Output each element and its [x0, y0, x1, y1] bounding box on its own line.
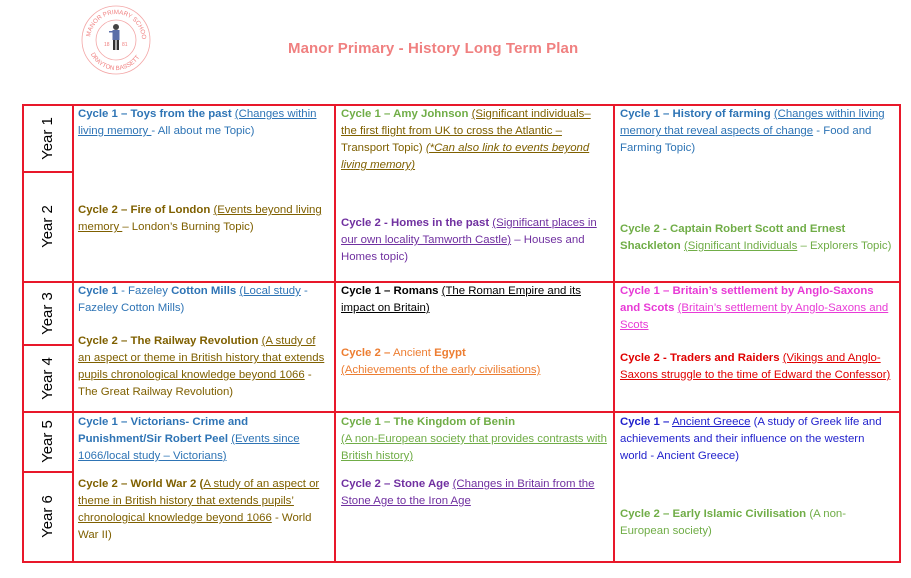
year-label: Year 4	[38, 356, 56, 400]
topic-text: - Fazeley Cotton Mills)	[78, 285, 308, 314]
topic-text: – Explorers Topic)	[797, 240, 892, 252]
cell-y12-col3	[616, 106, 898, 255]
cycle-title: Cycle 1 – Victorians- Crime and Punishment/Sir Robert Peel	[78, 416, 249, 445]
topic-text: - Fazeley	[117, 285, 172, 297]
page-title: Manor Primary - History Long Term Plan	[288, 40, 579, 57]
curriculum-theme: (Local study	[239, 285, 301, 297]
curriculum-theme: (Significant places in our own locality Tamworth Castle)	[341, 217, 597, 246]
curriculum-theme: (Events beyond living memory	[78, 204, 322, 233]
curriculum-theme: (Significant Individuals	[683, 240, 798, 252]
topic-text: – London’s Burning Topic)	[122, 221, 254, 233]
curriculum-theme: (A non-European society)	[620, 508, 847, 537]
topic-text: - The Great Railway Revolution)	[78, 369, 312, 398]
year-label: Year 1	[38, 116, 56, 160]
curriculum-theme: (Events since 1066/local study – Victorians)	[78, 433, 300, 462]
cycle-title: Cycle 1 – Romans	[341, 285, 439, 297]
curriculum-theme: (Changes within living memory that reveal aspects of change	[620, 108, 885, 137]
curriculum-theme: (The Roman Empire and its impact on Britain)	[341, 285, 581, 314]
curriculum-theme: (A non-European society that provides contrasts with British history)	[341, 433, 607, 462]
logo-year-right: 81	[122, 42, 128, 48]
cell-y12-col2	[337, 106, 611, 266]
year-label: Year 6	[38, 495, 56, 538]
topic-text: – Houses and Homes topic)	[341, 234, 585, 263]
note-text: (*Can also link to events beyond living memory)	[341, 142, 590, 171]
cycle-title: Cycle 2 - Captain Robert Scott and Ernest Shackleton	[620, 223, 846, 252]
curriculum-theme: (Vikings and Anglo-Saxons struggle to the time of Edward the Confessor)	[620, 352, 891, 381]
logo-year-left: 18	[104, 42, 110, 48]
cycle-title: Cycle 2 – Stone Age	[341, 478, 450, 490]
topic-text: - World War II)	[78, 512, 312, 541]
row-divider	[22, 411, 901, 413]
cycle-title: Cycle 1 – Amy Johnson	[341, 108, 469, 120]
logo-bottom-text: DRAYTON BASSETT	[88, 51, 142, 73]
logo-top-text: MANOR PRIMARY SCHOO	[85, 8, 148, 40]
cell-y56-col2	[337, 414, 611, 510]
cycle-title: Cycle 2 –	[341, 347, 391, 359]
cycle-title: Cycle 2 – World War 2 (	[78, 478, 204, 490]
cycle-title: Cycle 1 – The Kingdom of Benin	[341, 416, 516, 428]
topic-text: Ancient	[390, 347, 435, 359]
cycle-subject: Egypt	[434, 347, 466, 359]
cycle-title: Cycle 1 – History of farming	[620, 108, 771, 120]
cell-y34-col3	[616, 283, 898, 384]
topic-text: - Food and Farming Topic)	[620, 125, 872, 154]
curriculum-theme: A study of an aspect or theme in British history that extends pupils’ chronological knowledge beyond 1066	[78, 478, 320, 524]
cycle-title: Cycle 2 – Fire of London	[78, 204, 211, 216]
curriculum-theme: (A study of an aspect or theme in British history that extends pupils chronological knowledge beyond 1066	[78, 335, 325, 381]
cycle-title: Cycle 2 – Early Islamic Civilisation	[620, 508, 807, 520]
cell-y56-col3	[616, 414, 898, 540]
cycle-title: Cycle 1 –	[620, 416, 670, 428]
curriculum-theme: (Britain’s settlement by Anglo-Saxons and Scots	[620, 302, 889, 331]
cycle-title: Cycle 2 – The Railway Revolution	[78, 335, 259, 347]
table-border-bottom	[22, 561, 901, 563]
cell-y34-col1	[74, 283, 332, 401]
curriculum-theme: (Significant individuals– the first flight from UK to cross the Atlantic –	[341, 108, 591, 137]
cell-y56-col1	[74, 414, 332, 544]
year-label: Year 5	[38, 420, 56, 463]
curriculum-theme: (Changes within living memory	[78, 108, 317, 137]
cell-y34-col2	[337, 283, 611, 379]
topic-text: Transport Topic)	[341, 142, 423, 154]
curriculum-theme: (Changes in Britain from the Stone Age to the Iron Age	[341, 478, 595, 507]
cycle-title: Cycle 2 - Traders and Raiders	[620, 352, 780, 364]
col-divider	[334, 104, 336, 562]
cycle-title: Cycle 1 – Toys from the past	[78, 108, 232, 120]
table-border-right	[899, 104, 901, 562]
cycle-title: Cycle 1	[78, 285, 118, 297]
cycle-title: Cycle 1 – Britain’s settlement by Anglo-Saxons and Scots	[620, 285, 874, 314]
col-divider	[613, 104, 615, 562]
topic-text: (A study of Greek life and achievements and their influence on the western world - Ancient Greece)	[620, 416, 882, 462]
topic-text: - All about me Topic)	[151, 125, 255, 137]
curriculum-theme: (Achievements of the early civilisations)	[341, 364, 541, 376]
year-label: Year 2	[38, 205, 56, 248]
cell-y12-col1	[74, 106, 332, 236]
cycle-subject: Cotton Mills	[171, 285, 237, 297]
year-label: Year 3	[38, 291, 56, 335]
ancient-greece-link[interactable]: Ancient Greece	[671, 416, 751, 428]
cycle-title: Cycle 2 - Homes in the past	[341, 217, 490, 229]
